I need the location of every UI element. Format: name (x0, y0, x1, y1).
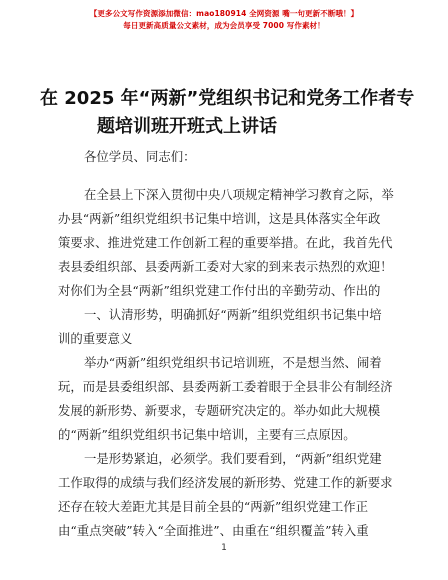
heading-line: 训的重要意义 (58, 331, 133, 346)
paragraph-line: 由“重点突破”转入“全面推进”、由重在“组织覆盖”转入重 (58, 523, 369, 538)
paragraph-line: 工作取得的成绩与我们经济发展的新形势、党建工作的新要求 (58, 475, 393, 490)
page-number: 1 (221, 543, 227, 553)
paragraph-line: 在全县上下深入贯彻中央八项规定精神学习教育之际，举 (84, 187, 394, 202)
paragraph-line: 办县“两新”组织党组织书记集中培训，这是具体落实全年政 (58, 211, 381, 226)
paragraph-line: 玩，而是县委组织部、县委两新工委着眼于全县非公有制经济 (58, 379, 393, 394)
paragraph-reasons (58, 351, 393, 447)
title-line-1: 在 2025 年“两新”党组织书记和党务工作者专 (40, 88, 415, 109)
document-title (40, 85, 418, 141)
paragraph-line: 一是形势紧迫，必须学。我们要看到，“两新”组织党建 (84, 451, 382, 466)
salutation-text: 各位学员、同志们： (84, 149, 196, 164)
paragraph-line: 表县委组织部、县委两新工委对大家的到来表示热烈的欢迎！ (58, 259, 393, 274)
paragraph-line: 举办“两新”组织党组织书记培训班，不是想当然、闹着 (84, 355, 382, 370)
paragraph-opening (58, 183, 394, 303)
promo-banner (0, 8, 448, 32)
paragraph-line: 的“两新”组织党组织书记集中培训，主要有三点原因。 (58, 427, 356, 442)
heading-line: 一、认清形势，明确抓好“两新”组织党组织书记集中培 (84, 307, 382, 322)
paragraph-line: 发展的新形势、新要求，专题研究决定的。举办如此大规模 (58, 403, 381, 418)
promo-banner-line-1: 【更多公文写作资源添加微信：mao180914 全网资源 嘴一句更新不断哦！】 (89, 9, 359, 18)
section-heading-one (58, 303, 388, 351)
paragraph-line: 策要求、推进党建工作创新工程的重要举措。在此，我首先代 (58, 235, 393, 250)
paragraph-line: 还存在较大差距尤其是目前全县的“两新”组织党建工作正 (58, 499, 369, 514)
promo-banner-line-2: 每日更新高质量公文素材，成为会员享受 7000 写作素材！ (123, 21, 325, 30)
paragraph-line: 对你们为全县“两新”组织党建工作付出的辛勤劳动、作出的 (58, 283, 381, 298)
salutation (58, 145, 388, 169)
paragraph-urgency (58, 447, 393, 543)
title-line-2: 题培训班开班式上讲话 (97, 116, 277, 137)
